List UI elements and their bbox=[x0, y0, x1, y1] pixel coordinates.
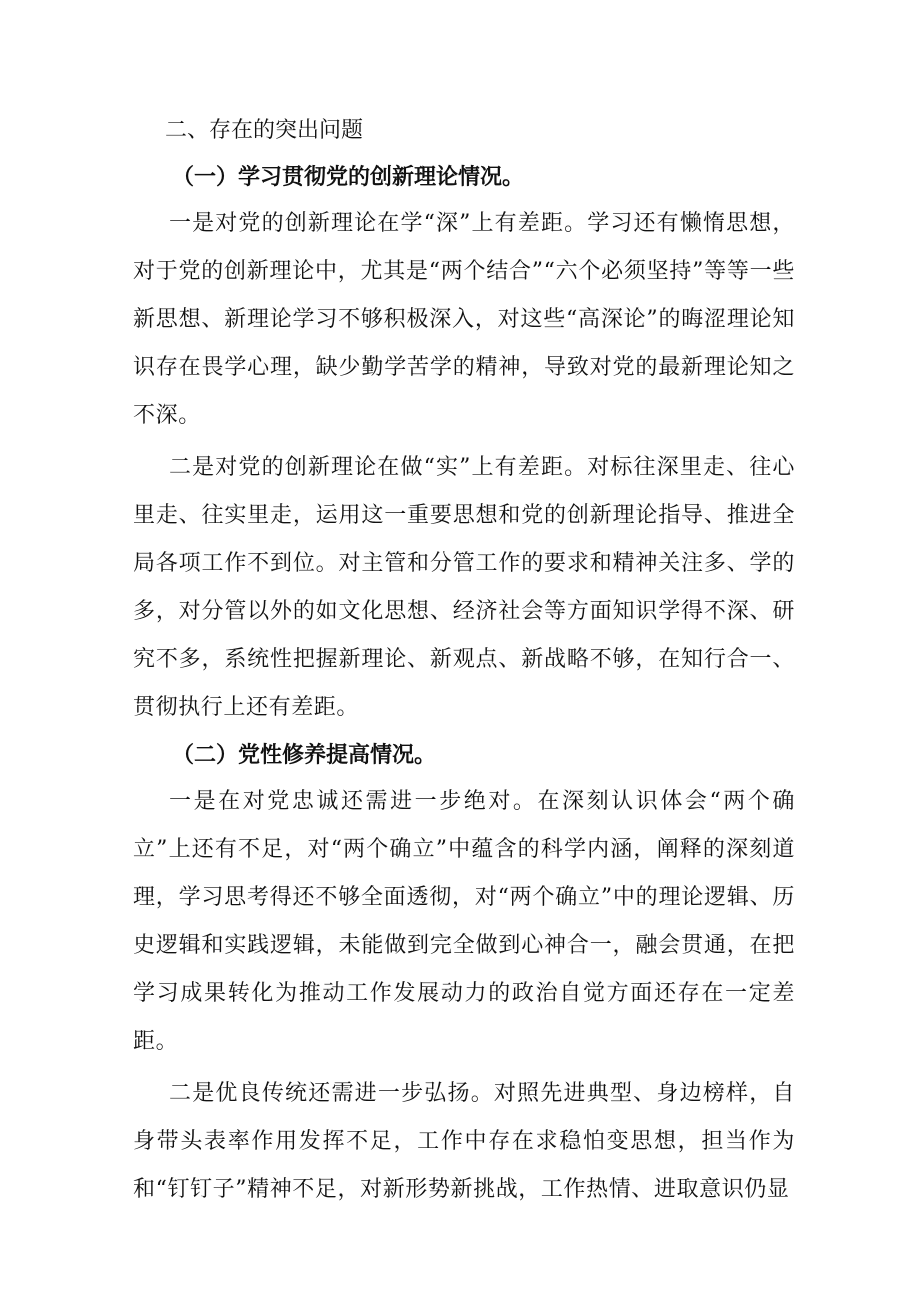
subsection-title-1: （一）学习贯彻党的创新理论情况。 bbox=[172, 164, 525, 190]
paragraph-2-1: 一是在对党忠诚还需进一步绝对。在深刻认识体会“两个确立”上还有不足，对“两个确立”中蕴含的科学内涵，阐释的深刻道理，学习思考得还不够全面透彻，对“两个确立”中的理论逻辑、历史逻辑和实践逻辑，未能做到完全做到心神合一，融会贯通，在把学习成果转化为推动工作发展动力的政治自觉方面还存在一定差距。 bbox=[133, 789, 795, 1054]
subsection-title-2: （二）党性修养提高情况。 bbox=[172, 742, 437, 768]
paragraph-1-2: 二是对党的创新理论在做“实”上有差距。对标往深里走、往心里走、往实里走，运用这一重要思想和党的创新理论指导、推进全局各项工作不到位。对主管和分管工作的要求和精神关注多、学的多，对分管以外的如文化思想、经济社会等方面知识学得不深、研究不多，系统性把握新理论、新观点、新战略不够，在知行合一、贯彻执行上还有差距。 bbox=[133, 455, 795, 720]
section-heading: 二、存在的突出问题 bbox=[165, 118, 364, 143]
paragraph-2-2: 二是优良传统还需进一步弘扬。对照先进典型、身边榜样，自身带头表率作用发挥不足，工作中存在求稳怕变思想，担当作为和“钉钉子”精神不足，对新形势新挑战，工作热情、进取意识仍显 bbox=[133, 1081, 795, 1202]
document-body bbox=[133, 108, 795, 1214]
paragraph-1-1: 一是对党的创新理论在学“深”上有差距。学习还有懒惰思想，对于党的创新理论中，尤其是“两个结合”“六个必须坚持”等等一些新思想、新理论学习不够积极深入，对这些“高深论”的晦涩理论知识存在畏学心理，缺少勤学苦学的精神，导致对党的最新理论知之不深。 bbox=[133, 211, 795, 428]
